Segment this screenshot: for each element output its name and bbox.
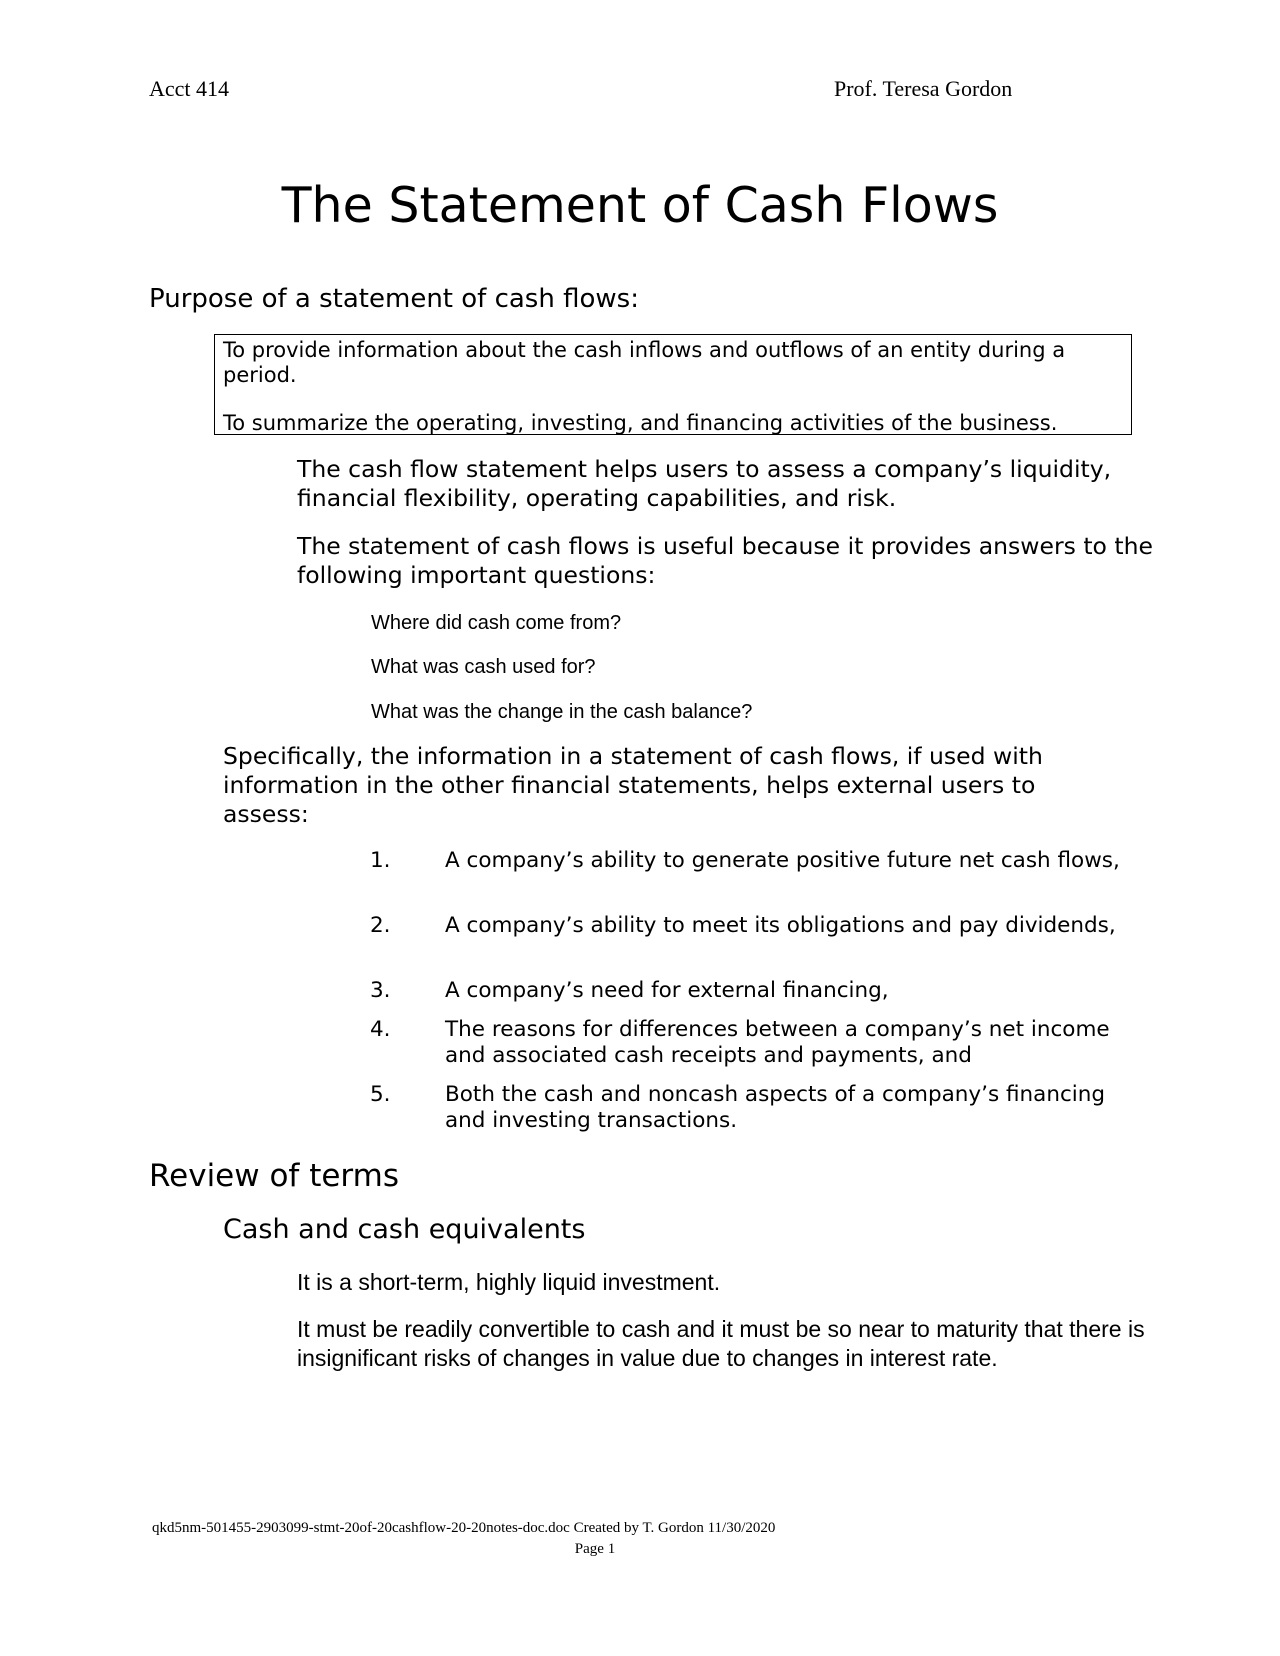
question-item: What was the change in the cash balance? — [371, 701, 753, 723]
purpose-box-line: To summarize the operating, investing, and financing activities of the business. — [223, 411, 1058, 435]
question-item: Where did cash come from? — [371, 612, 622, 634]
header-instructor: Prof. Teresa Gordon — [834, 76, 1013, 101]
list-item-number: 2. — [370, 913, 391, 938]
body-paragraph: Specifically, the information in a statement of cash flows, if used with information in the other financial statements, helps external users to assess: — [223, 742, 1043, 828]
page-title: The Statement of Cash Flows — [281, 177, 999, 234]
list-item-text: A company’s need for external financing, — [445, 978, 889, 1003]
purpose-heading: Purpose of a statement of cash flows: — [149, 284, 639, 314]
review-heading: Review of terms — [149, 1158, 399, 1194]
question-item: What was cash used for? — [371, 656, 596, 678]
list-item-text: A company’s ability to meet its obligations and pay dividends, — [445, 913, 1116, 938]
body-paragraph: It is a short-term, highly liquid investment. — [297, 1269, 721, 1295]
list-item-number: 4. — [370, 1017, 391, 1042]
cash-equivalents-heading: Cash and cash equivalents — [223, 1214, 586, 1245]
list-item-number: 3. — [370, 978, 391, 1003]
body-paragraph: The statement of cash flows is useful because it provides answers to the following important questions: — [297, 532, 1153, 589]
list-item-text: Both the cash and noncash aspects of a company’s financing and investing transactions. — [445, 1082, 1106, 1133]
list-item-number: 1. — [370, 848, 391, 873]
body-paragraph: The cash flow statement helps users to assess a company’s liquidity, financial flexibility, operating capabilities, and risk. — [297, 455, 1112, 512]
purpose-box-line: To provide information about the cash inflows and outflows of an entity during a period. — [223, 338, 1066, 387]
header-course: Acct 414 — [149, 76, 230, 101]
list-item-number: 5. — [370, 1082, 391, 1107]
list-item-text: A company’s ability to generate positive future net cash flows, — [445, 848, 1120, 873]
footer-page-number: Page 1 — [574, 1541, 616, 1557]
footer-file-info: qkd5nm-501455-2903099-stmt-20of-20cashflow-20-20notes-doc.doc Created by T. Gordon 11/30/2020 — [152, 1520, 776, 1536]
list-item-text: The reasons for differences between a company’s net income and associated cash receipts and payments, and — [445, 1017, 1110, 1068]
body-paragraph: It must be readily convertible to cash and it must be so near to maturity that there is insignificant risks of changes in value due to changes in interest rate. — [297, 1316, 1145, 1371]
